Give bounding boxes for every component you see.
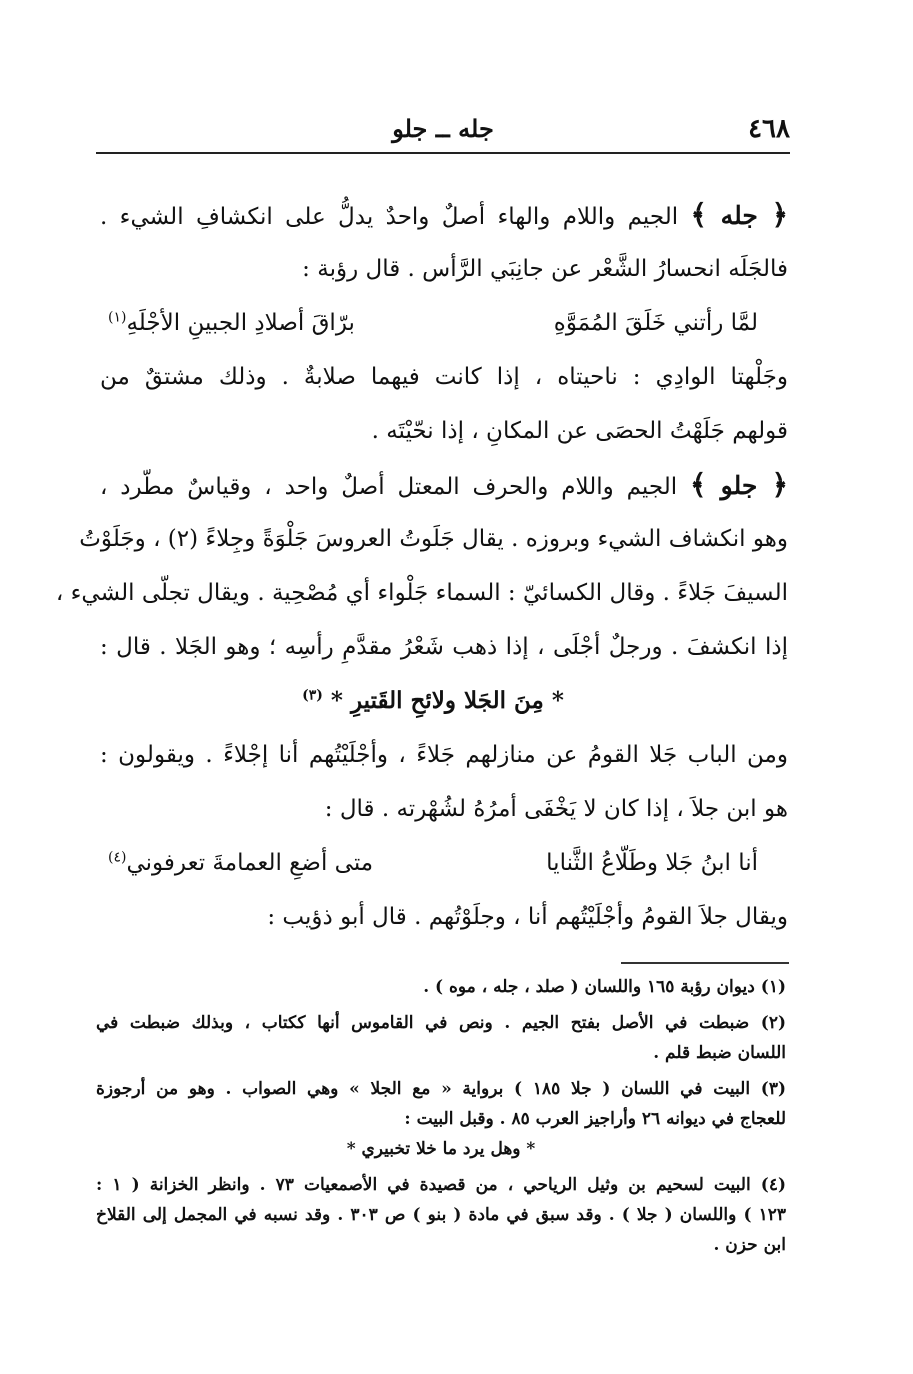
footnotes [96, 972, 786, 1260]
footnote-3: (٣) البيت في اللسان ( جلا ١٨٥ ) برواية « مع الجلا » وهي الصواب . وهو من أرجوزة [96, 1079, 787, 1099]
footnote-4: (٤) البيت لسحيم بن وثيل الرياحي ، من قصيدة في الأصمعيات ٧٣ . وانظر الخزانة ( ١ : [96, 1175, 786, 1195]
footnote-1: (١) ديوان رؤبة ١٦٥ واللسان ( صلد ، جله ، موه ) . [423, 977, 786, 997]
verse-hemistich-second: برّاقَ أصلادِ الجبينِ الأجْلَهِ$^{(١)}$ [108, 309, 355, 336]
verse-hemistich-first: لمَّا رأتني خَلَقَ المُمَوَّهِ [553, 310, 758, 336]
main-text [55, 188, 788, 944]
running-title: جله ــ جلو [392, 114, 494, 143]
footnote-4-cont: ١٢٣ ) واللسان ( جلا ) . وقد سبق في مادة ( بنو ) ص ٣٠٣ . وقد نسبه في المجمل إلى القلاخ [96, 1205, 786, 1225]
text-line: فالجَلَه انحسارُ الشَّعْر عن جانِبَي الرَّأس . قال رؤبة : [302, 256, 788, 282]
footnotes-rule [621, 962, 789, 964]
footnote-marker: (٣) [302, 687, 323, 704]
text-line: وجَلْهتا الوادِي : ناحيتاه ، إذا كانت فيهما صلابةٌ . وذلك مشتقٌ من [100, 364, 788, 390]
verse-ajjaj [100, 674, 788, 728]
page-number: ٤٦٨ [748, 114, 790, 144]
footnote-2: (٢) ضبطت في الأصل بفتح الجيم . ونص في القاموس أنها ككتاب ، وبذلك ضبطت في [96, 1013, 786, 1033]
footnote-3-verse: * وهل يرد ما خلا تخبيري * [346, 1139, 536, 1159]
entry-heading-jlh: ﴿ جله ﴾ [690, 198, 788, 231]
footnote-marker: (١) [108, 309, 127, 326]
footnote-2-cont: اللسان ضبط قلم . [653, 1043, 786, 1063]
entry-heading-jlw: ﴿ جلو ﴾ [689, 468, 788, 501]
verse-ruba [100, 296, 788, 350]
verse-hemistich-second: متى أضعِ العمامةَ تعرفوني$^{(٤)}$ [108, 849, 374, 876]
text-line: ومن الباب جَلا القومُ عن منازلهم جَلاءً ، وأجْلَيْتُهم أنا إجْلاءً . ويقولون : [100, 742, 788, 768]
text-line: إذا انكشفَ . ورجلٌ أجْلَى ، إذا ذهب شَعْرُ مقدَّمِ رأسِه ؛ وهو الجَلا . قال : [100, 634, 788, 660]
text-line: هو ابن جلاَ ، إذا كان لا يَخْفَى أمرُهُ لشُهْرته . قال : [324, 796, 788, 822]
verse-hemistich-first: أنا ابنُ جَلا وطَلّاعُ الثَّنايا [546, 850, 758, 876]
footnote-4-end: ابن حزن . [713, 1235, 786, 1255]
text-line: السيفَ جَلاءً . وقال الكسائيّ : السماء جَلْواء أي مُصْحِية . ويقال تجلّى الشيء ، [55, 580, 788, 606]
verse-line: * مِنَ الجَلا ولائحِ القَتيرِ * $^{(٣)}$ [302, 687, 564, 714]
verse-suhaym [100, 836, 788, 890]
footnote-3-cont: للعجاج في ديوانه ٢٦ وأراجيز العرب ٨٥ . وقبل البيت : [404, 1109, 786, 1129]
entry-jlh-first-line: ﴿ جله ﴾ الجيم واللام والهاء أصلٌ واحدٌ يدلُّ على انكشافِ الشيء . [100, 198, 788, 231]
text-line: وهو انكشاف الشيء وبروزه . يقال جَلَوتُ العروسَ جَلْوَةً وجِلاءً (٢) ، وجَلَوْتُ [79, 526, 788, 552]
header-rule [96, 152, 790, 154]
footnote-marker: (٤) [108, 849, 127, 866]
text-line: قولهم جَلَهْتُ الحصَى عن المكانِ ، إذا نحّيْتَه . [371, 418, 788, 444]
text-line: ويقال جلاَ القومُ وأجْلَيْتُهم أنا ، وجلَوْتُهم . قال أبو ذؤيب : [267, 904, 788, 930]
entry-jlw-first-line: ﴿ جلو ﴾ الجيم واللام والحرف المعتل أصلٌ واحد ، وقياسٌ مطّرد ، [100, 468, 788, 501]
page-header [96, 112, 790, 152]
